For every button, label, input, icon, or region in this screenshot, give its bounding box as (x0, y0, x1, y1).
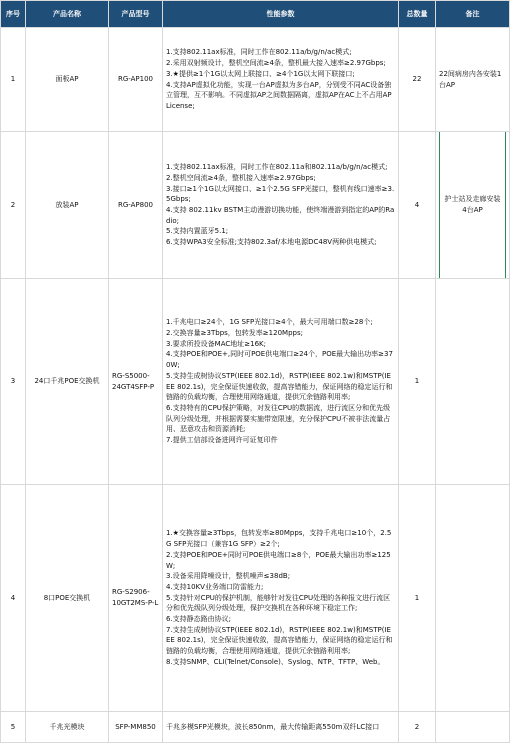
param-line: 7.提供工信部设备进网许可证复印件 (166, 436, 278, 445)
param-line: 2.交换容量≥3Tbps，包转发率≥120Mpps; (166, 328, 303, 337)
cell-model[interactable]: SFP-MM850 (109, 712, 163, 743)
cell-no[interactable]: 4 (1, 485, 26, 712)
param-line: 3.设备采用降噪设计，整机噪声≤38dB; (166, 572, 291, 581)
cell-no[interactable]: 5 (1, 712, 26, 743)
cell-model[interactable]: RG-AP100 (109, 28, 163, 132)
header-model: 产品型号 (109, 1, 163, 28)
param-line: 2.采用双射频设计，整机空间流≥4条，整机最大接入速率≥2.97Gbps; (166, 59, 386, 68)
param-line: 5.支持生成树协议STP(IEEE 802.1d)，RSTP(IEEE 802.1w)和MSTP(IEEE 802.1s)，完全保证快速收敛，提高容错能力，保证网络的稳定运行和链路的负载均衡，合理使用网络通道，提供冗余链路利用率; (166, 371, 393, 402)
cell-no[interactable]: 3 (1, 279, 26, 485)
table-row (1, 132, 510, 279)
cell-params[interactable] (163, 132, 399, 279)
cell-params[interactable] (163, 712, 399, 743)
param-line: 1.支持802.11ax标准，同时工作在802.11a/b/g/n/ac模式; (166, 48, 352, 57)
param-line: 5.支持内置蓝牙5.1; (166, 227, 229, 236)
param-line: 1.千兆电口≥24个，1G SFP光接口≥4个，最大可用端口数≥28个; (166, 318, 373, 327)
param-line: 4.支持AP虚拟化功能，实现一台AP虚拟为多台AP，分别受不同AC设备独立管理，互不影响。不同虚拟AP之间数据隔离，虚拟AP在AC上不占用AP License; (166, 80, 392, 110)
param-line: 8.支持SNMP、CLI(Telnet/Console)、Syslog、NTP、TFTP、Web。 (166, 657, 385, 666)
cell-note-text: 护士站及走廊安装4台AP (444, 195, 501, 214)
table-row (1, 28, 510, 132)
table-row (1, 279, 510, 485)
cell-qty[interactable]: 2 (399, 712, 436, 743)
param-line: 1.★交换容量≥3Tbps，包转发率≥80Mpps，支持千兆电口≥10个，2.5G SFP光接口（兼容1G SFP）≥2个; (166, 529, 392, 549)
header-params: 性能参数 (163, 1, 399, 28)
header-qty: 总数量 (399, 1, 436, 28)
cell-model[interactable]: RG-S2906-10GT2MS-P-L (109, 485, 163, 712)
param-line: 5.支持针对CPU的保护机制，能够针对发往CPU处理的各种报文进行流区分和优先级队列分级处理，保护交换机在各种环境下稳定工作; (166, 593, 391, 613)
param-line: 4.支持POE和POE+,同时可POE供电端口≥24个，POE最大输出功率≥370W; (166, 350, 393, 370)
param-line: 6.支持静态路由协议; (166, 615, 232, 624)
cell-no[interactable]: 2 (1, 132, 26, 279)
cell-qty[interactable]: 1 (399, 485, 436, 712)
cell-note-selected[interactable] (436, 132, 510, 279)
header-no: 序号 (1, 1, 26, 28)
param-line: 3.★提供≥1个1G以太网上联接口、≥4个1G以太网下联接口; (166, 69, 355, 78)
param-line: 3.要求所投设备MAC地址≥16K; (166, 339, 266, 348)
cell-name[interactable]: 24口千兆POE交换机 (26, 279, 109, 485)
table-row (1, 485, 510, 712)
cell-no[interactable]: 1 (1, 28, 26, 132)
cell-params[interactable] (163, 28, 399, 132)
param-line: 1.支持802.11ax标准，同时工作在802.11a和802.11a/b/g/n/ac模式; (166, 163, 388, 172)
param-line: 2.支持POE和POE+同时可POE供电端口≥8个，POE最大输出功率≥125W; (166, 550, 391, 570)
header-note: 备注 (436, 1, 510, 28)
cell-note[interactable]: 22间病房内各安装1台AP (436, 28, 510, 132)
param-line: 4.支持 802.11kv BSTM主动漫游切换功能，使终端漫游到指定的AP的Radio; (166, 206, 395, 225)
param-line: 7.支持生成树协议STP(IEEE 802.1d)，RSTP(IEEE 802.1w)和MSTP(IEEE 802.1s)，完全保证快速收敛，提高容错能力，保证网络的稳定运行和链路的负载均衡，合理使用网络通道，提供冗余链路利用率; (166, 625, 393, 656)
cell-qty[interactable]: 1 (399, 279, 436, 485)
param-line: 6.支持WPA3安全标准;支持802.3af/本地电源DC48V两种供电模式; (166, 238, 377, 247)
param-line: 3.接口≥1个1G以太网接口、≥1个2.5G SFP光接口，整机有线口速率≥3.5Gbps; (166, 184, 395, 204)
param-line: 6.支持特有的CPU保护策略，对发往CPU的数据流，进行流区分和优先级队列分级处理，并根据需要实施带宽限速，充分保护CPU不被非法流量占用、恶意攻击和资源消耗; (166, 403, 391, 434)
cell-name[interactable]: 放装AP (26, 132, 109, 279)
cell-qty[interactable]: 4 (399, 132, 436, 279)
header-row (1, 1, 510, 28)
cell-note[interactable] (436, 485, 510, 712)
cell-name[interactable]: 千兆光模块 (26, 712, 109, 743)
cell-note[interactable] (436, 279, 510, 485)
cell-model[interactable]: RG-AP800 (109, 132, 163, 279)
cell-params[interactable] (163, 279, 399, 485)
param-line: 4.支持10KV业务端口防雷能力; (166, 582, 264, 591)
param-line: 千兆多模SFP光模块，波长850nm，最大传输距离550m双纤LC接口 (166, 722, 380, 731)
cell-params[interactable] (163, 485, 399, 712)
cell-name[interactable]: 面板AP (26, 28, 109, 132)
param-line: 2.整机空间流≥4条，整机接入速率≥2.97Gbps; (166, 173, 316, 182)
table-row (1, 712, 510, 743)
cell-qty[interactable]: 22 (399, 28, 436, 132)
header-name: 产品名称 (26, 1, 109, 28)
cell-model[interactable]: RG-S5000-24GT4SFP-P (109, 279, 163, 485)
cell-note[interactable] (436, 712, 510, 743)
cell-name[interactable]: 8口POE交换机 (26, 485, 109, 712)
